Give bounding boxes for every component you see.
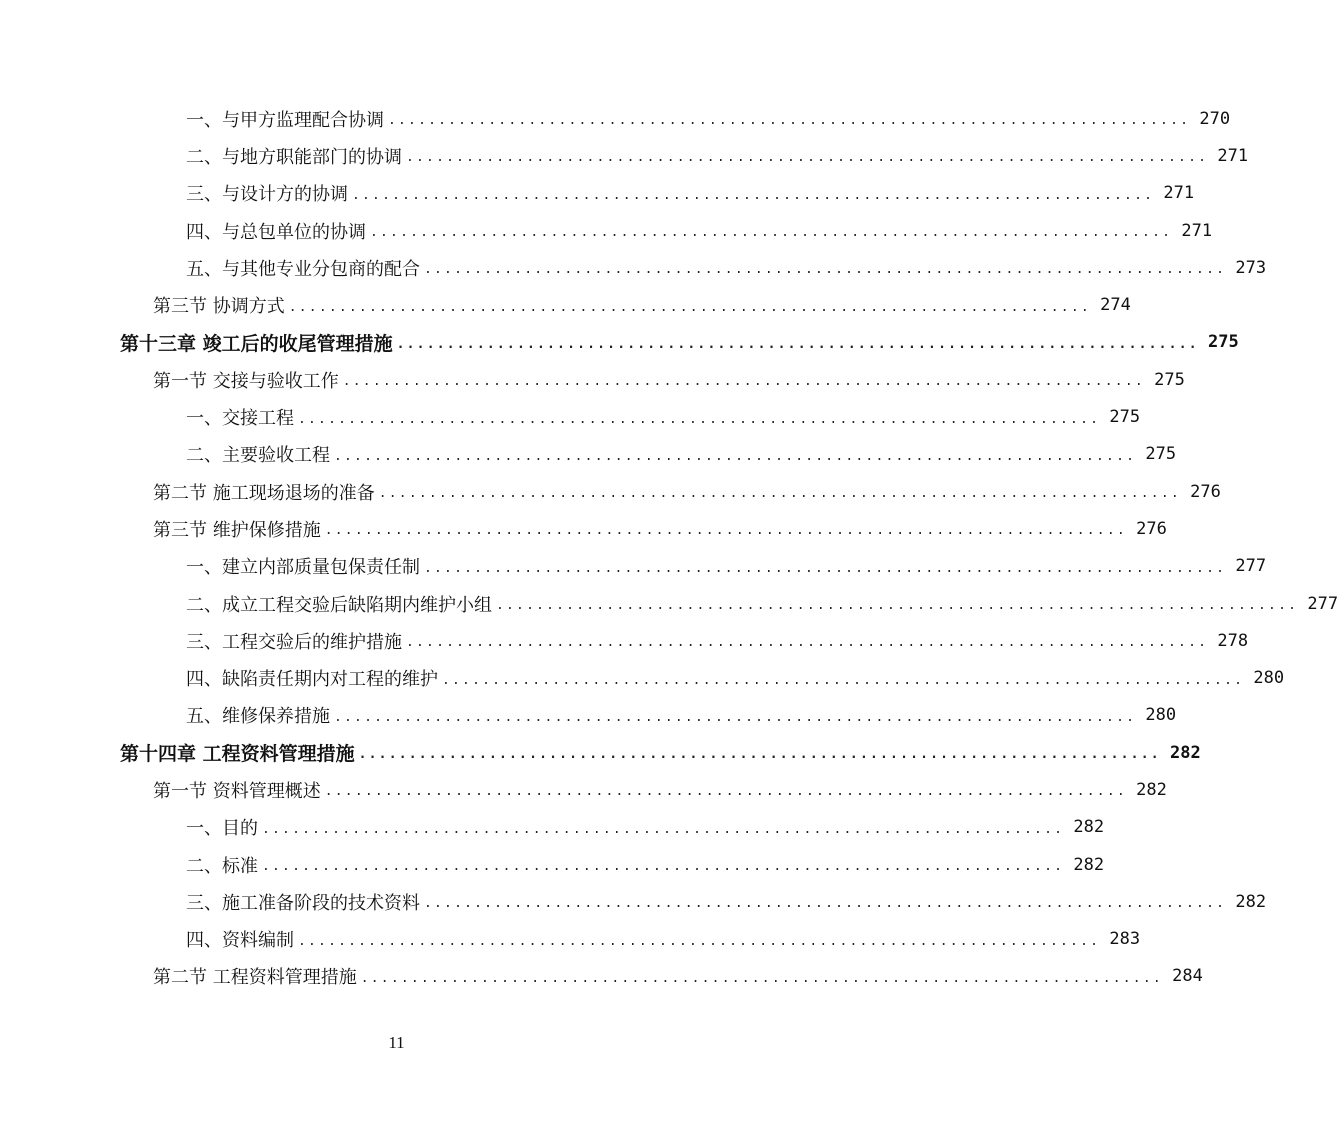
toc-entry-page: 271	[1163, 183, 1195, 204]
toc-entry[interactable]	[186, 436, 1177, 473]
toc-entry-label: 二、成立工程交验后缺陷期内维护小组	[186, 594, 492, 616]
table-of-contents	[0, 100, 1338, 995]
dot-leader: ................................................................................	[370, 225, 1173, 241]
dot-leader: ................................................................................	[424, 896, 1227, 912]
dot-leader: ................................................................................	[406, 150, 1209, 166]
dot-leader: ................................................................................	[298, 933, 1101, 949]
toc-entry-label: 四、资料编制	[186, 930, 294, 952]
dot-leader: ................................................................................	[442, 672, 1245, 688]
toc-entry[interactable]	[186, 548, 1267, 585]
toc-entry-page: 283	[1109, 929, 1141, 950]
toc-entry[interactable]	[186, 659, 1285, 696]
toc-entry-label: 第三节 维护保修措施	[153, 519, 321, 541]
dot-leader: ................................................................................	[424, 262, 1227, 278]
dot-leader: ................................................................................	[324, 523, 1127, 539]
toc-entry-label: 三、与设计方的协调	[186, 184, 348, 206]
toc-entry-label: 第二节 施工现场退场的准备	[153, 482, 375, 504]
toc-entry-label: 第一节 交接与验收工作	[153, 370, 339, 392]
dot-leader: ................................................................................	[288, 299, 1091, 315]
toc-entry[interactable]	[186, 249, 1267, 286]
toc-entry[interactable]	[153, 286, 1131, 323]
toc-entry[interactable]	[186, 212, 1213, 249]
toc-entry-page: 280	[1145, 705, 1177, 726]
toc-entry-label: 第十四章 工程资料管理措施	[120, 743, 355, 766]
dot-leader: ................................................................................	[352, 187, 1155, 203]
toc-entry-label: 一、交接工程	[186, 408, 294, 430]
page-number: 11	[388, 1033, 405, 1052]
toc-entry-label: 四、与总包单位的协调	[186, 221, 366, 243]
toc-entry-label: 第二节 工程资料管理措施	[153, 967, 357, 989]
toc-entry[interactable]	[186, 398, 1141, 435]
dot-leader: ................................................................................	[262, 859, 1065, 875]
toc-entry-page: 276	[1136, 518, 1167, 539]
toc-entry[interactable]	[186, 809, 1105, 846]
toc-entry[interactable]	[186, 100, 1231, 137]
toc-entry[interactable]	[186, 622, 1249, 659]
toc-entry-page: 274	[1100, 295, 1131, 316]
toc-entry[interactable]	[186, 846, 1105, 883]
dot-leader: ................................................................................	[424, 560, 1227, 576]
dot-leader: ................................................................................	[334, 448, 1137, 464]
toc-entry-page: 277	[1235, 556, 1267, 577]
toc-entry[interactable]	[153, 510, 1167, 547]
dot-leader: ................................................................................	[324, 784, 1127, 800]
toc-entry[interactable]	[120, 734, 1201, 771]
toc-entry[interactable]	[153, 958, 1203, 995]
dot-leader: ................................................................................	[358, 747, 1161, 763]
toc-entry[interactable]	[153, 771, 1167, 808]
toc-entry[interactable]	[186, 175, 1195, 212]
dot-leader: ................................................................................	[334, 709, 1137, 725]
dot-leader: ................................................................................	[378, 486, 1181, 502]
toc-entry-label: 二、主要验收工程	[186, 445, 330, 467]
toc-entry[interactable]	[186, 697, 1177, 734]
toc-entry-page: 278	[1217, 630, 1249, 651]
toc-entry[interactable]	[186, 137, 1249, 174]
toc-entry-page: 282	[1073, 817, 1105, 838]
toc-entry-page: 271	[1181, 220, 1213, 241]
toc-entry-page: 275	[1145, 444, 1177, 465]
toc-entry-label: 第一节 资料管理概述	[153, 780, 321, 802]
toc-entry-page: 276	[1190, 481, 1221, 502]
toc-entry-label: 二、标准	[186, 855, 258, 877]
toc-entry[interactable]	[120, 324, 1239, 361]
toc-entry-label: 三、工程交验后的维护措施	[186, 631, 402, 653]
toc-entry-page: 280	[1253, 668, 1285, 689]
dot-leader: ................................................................................	[298, 411, 1101, 427]
toc-entry-label: 第三节 协调方式	[153, 296, 285, 318]
toc-entry-page: 275	[1208, 332, 1239, 353]
toc-entry[interactable]	[153, 473, 1221, 510]
dot-leader: ................................................................................	[406, 635, 1209, 651]
dot-leader: ................................................................................	[496, 598, 1299, 613]
toc-entry-label: 一、目的	[186, 818, 258, 840]
dot-leader: ................................................................................	[262, 821, 1065, 837]
dot-leader: ................................................................................	[360, 970, 1163, 986]
toc-entry-label: 二、与地方职能部门的协调	[186, 146, 402, 168]
toc-entry-label: 四、缺陷责任期内对工程的维护	[186, 669, 438, 691]
dot-leader: ................................................................................	[396, 336, 1199, 352]
dot-leader: ................................................................................	[388, 113, 1191, 129]
toc-entry-page: 277	[1307, 593, 1338, 614]
toc-entry[interactable]	[186, 921, 1141, 958]
toc-entry-label: 第十三章 竣工后的收尾管理措施	[120, 332, 393, 355]
toc-entry-page: 282	[1073, 854, 1105, 875]
dot-leader: ................................................................................	[342, 374, 1145, 390]
toc-entry-label: 一、与甲方监理配合协调	[186, 109, 384, 131]
toc-entry[interactable]	[186, 585, 1338, 622]
toc-entry-page: 284	[1172, 966, 1203, 987]
toc-entry[interactable]	[186, 883, 1267, 920]
toc-entry-label: 三、施工准备阶段的技术资料	[186, 892, 420, 914]
toc-entry[interactable]	[153, 361, 1185, 398]
toc-entry-page: 282	[1235, 891, 1267, 912]
toc-entry-label: 一、建立内部质量包保责任制	[186, 557, 420, 579]
toc-entry-page: 273	[1235, 257, 1267, 278]
toc-entry-label: 五、与其他专业分包商的配合	[186, 258, 420, 280]
toc-entry-page: 270	[1199, 108, 1231, 129]
toc-entry-page: 282	[1136, 779, 1167, 800]
toc-entry-label: 五、维修保养措施	[186, 706, 330, 728]
toc-entry-page: 275	[1109, 407, 1141, 428]
toc-entry-page: 271	[1217, 145, 1249, 166]
toc-entry-page: 275	[1154, 369, 1185, 390]
toc-entry-page: 282	[1170, 742, 1201, 763]
